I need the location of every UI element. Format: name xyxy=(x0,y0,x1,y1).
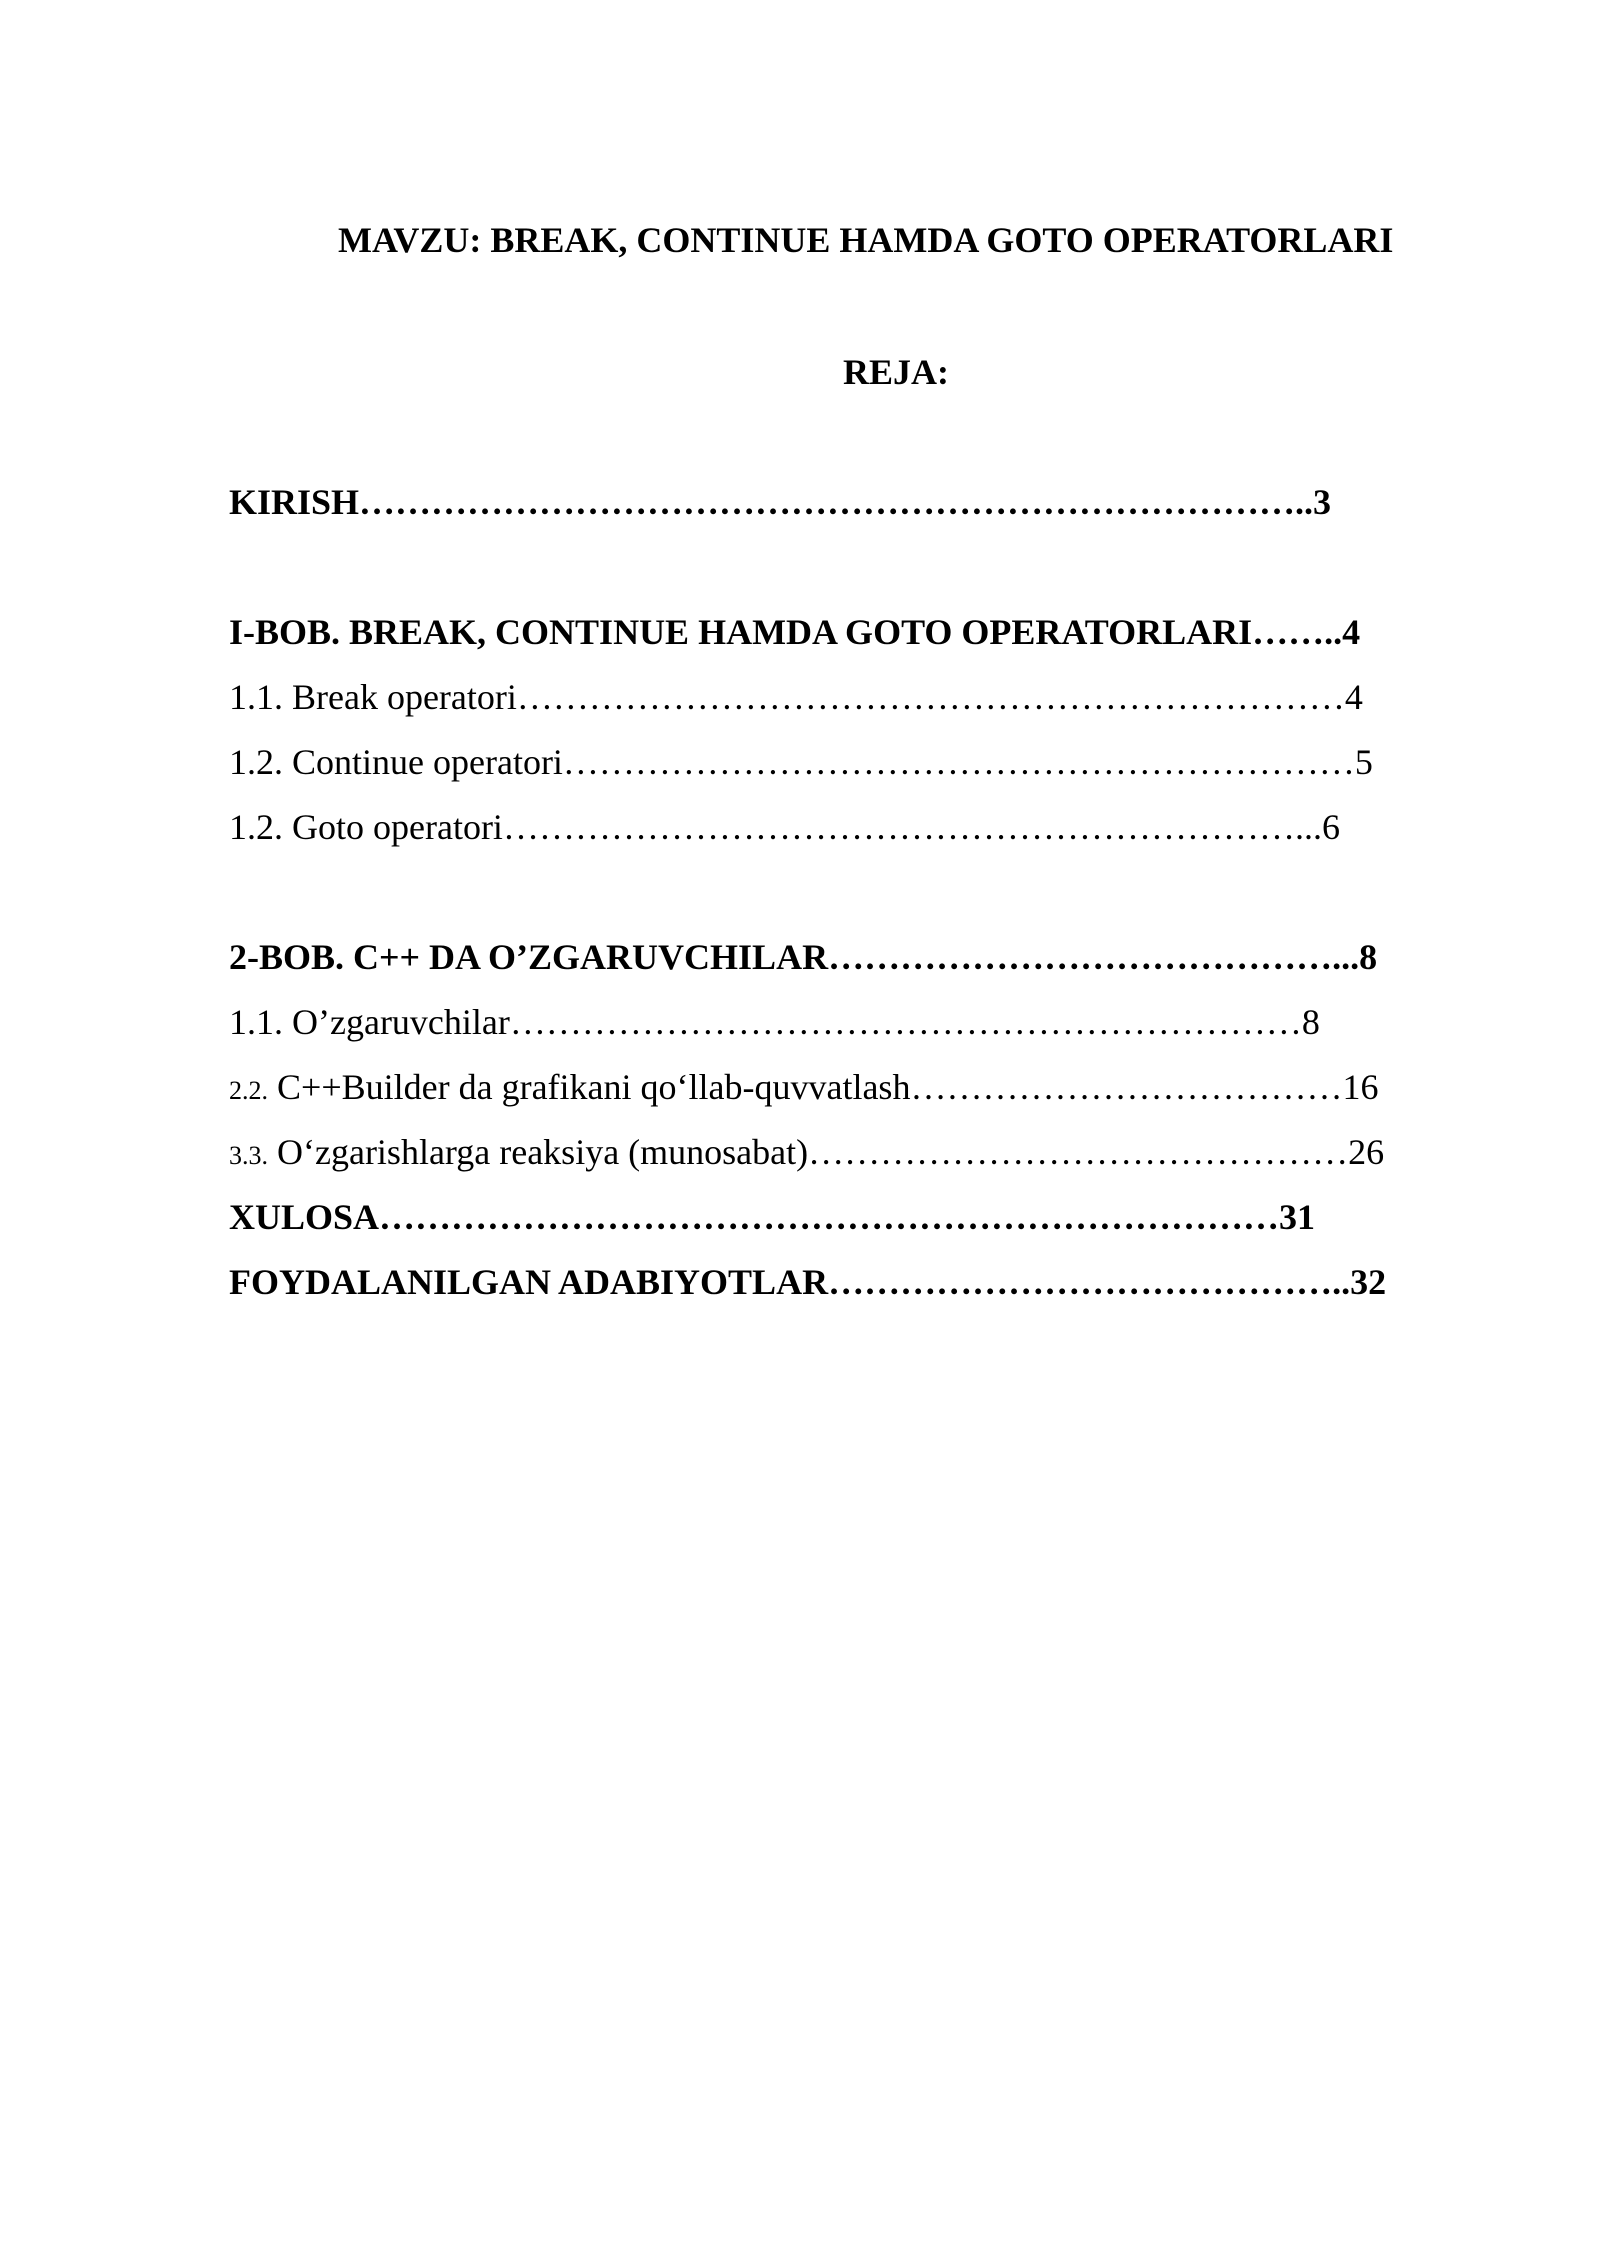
toc-entry-continue xyxy=(229,740,1373,784)
toc-entry-chapter-1 xyxy=(229,610,1360,654)
toc-entry-text: KIRISH……………………………………………………………………..3 xyxy=(229,482,1332,522)
toc-entry-number: 3.3. xyxy=(229,1141,268,1170)
toc-entry-xulosa xyxy=(229,1195,1315,1239)
toc-entry-text: 1.2. Continue operatori…………………………………………………………5 xyxy=(229,742,1373,782)
toc-entry-text: 2-BOB. C++ DA O’ZGARUVCHILAR……………………………………...8 xyxy=(229,937,1378,977)
toc-entry-adabiyotlar xyxy=(229,1260,1386,1304)
document-title: MAVZU: BREAK, CONTINUE HAMDA GOTO OPERATORLARI xyxy=(338,220,1394,260)
toc-entry-ozgaruvchilar xyxy=(229,1000,1320,1044)
toc-entry-grafika xyxy=(229,1065,1378,1113)
toc-entry-text: 1.1. Break operatori……………………………………………………………4 xyxy=(229,677,1363,717)
plan-heading: REJA: xyxy=(843,352,949,392)
toc-entry-text: 1.2. Goto operatori…………………………………………………………...6 xyxy=(229,807,1340,847)
toc-entry-text: I-BOB. BREAK, CONTINUE HAMDA GOTO OPERATORLARI……..4 xyxy=(229,612,1361,652)
toc-entry-goto xyxy=(229,805,1340,849)
toc-entry-text: O‘zgarishlarga reaksiya (munosabat)………………………………………26 xyxy=(268,1132,1385,1172)
toc-entry-kirish xyxy=(229,480,1331,524)
toc-entry-break xyxy=(229,675,1363,719)
toc-entry-text: XULOSA…………………………………………………………………31 xyxy=(229,1197,1316,1237)
toc-entry-chapter-2 xyxy=(229,935,1377,979)
toc-entry-text: 1.1. O’zgaruvchilar…………………………………………………………8 xyxy=(229,1002,1320,1042)
toc-entry-number: 2.2. xyxy=(229,1076,268,1105)
toc-entry-text: FOYDALANILGAN ADABIYOTLAR……………………………………..32 xyxy=(229,1262,1387,1302)
toc-entry-text: C++Builder da grafikani qo‘llab-quvvatlash………………………………16 xyxy=(268,1067,1379,1107)
toc-entry-reaksiya xyxy=(229,1130,1384,1178)
